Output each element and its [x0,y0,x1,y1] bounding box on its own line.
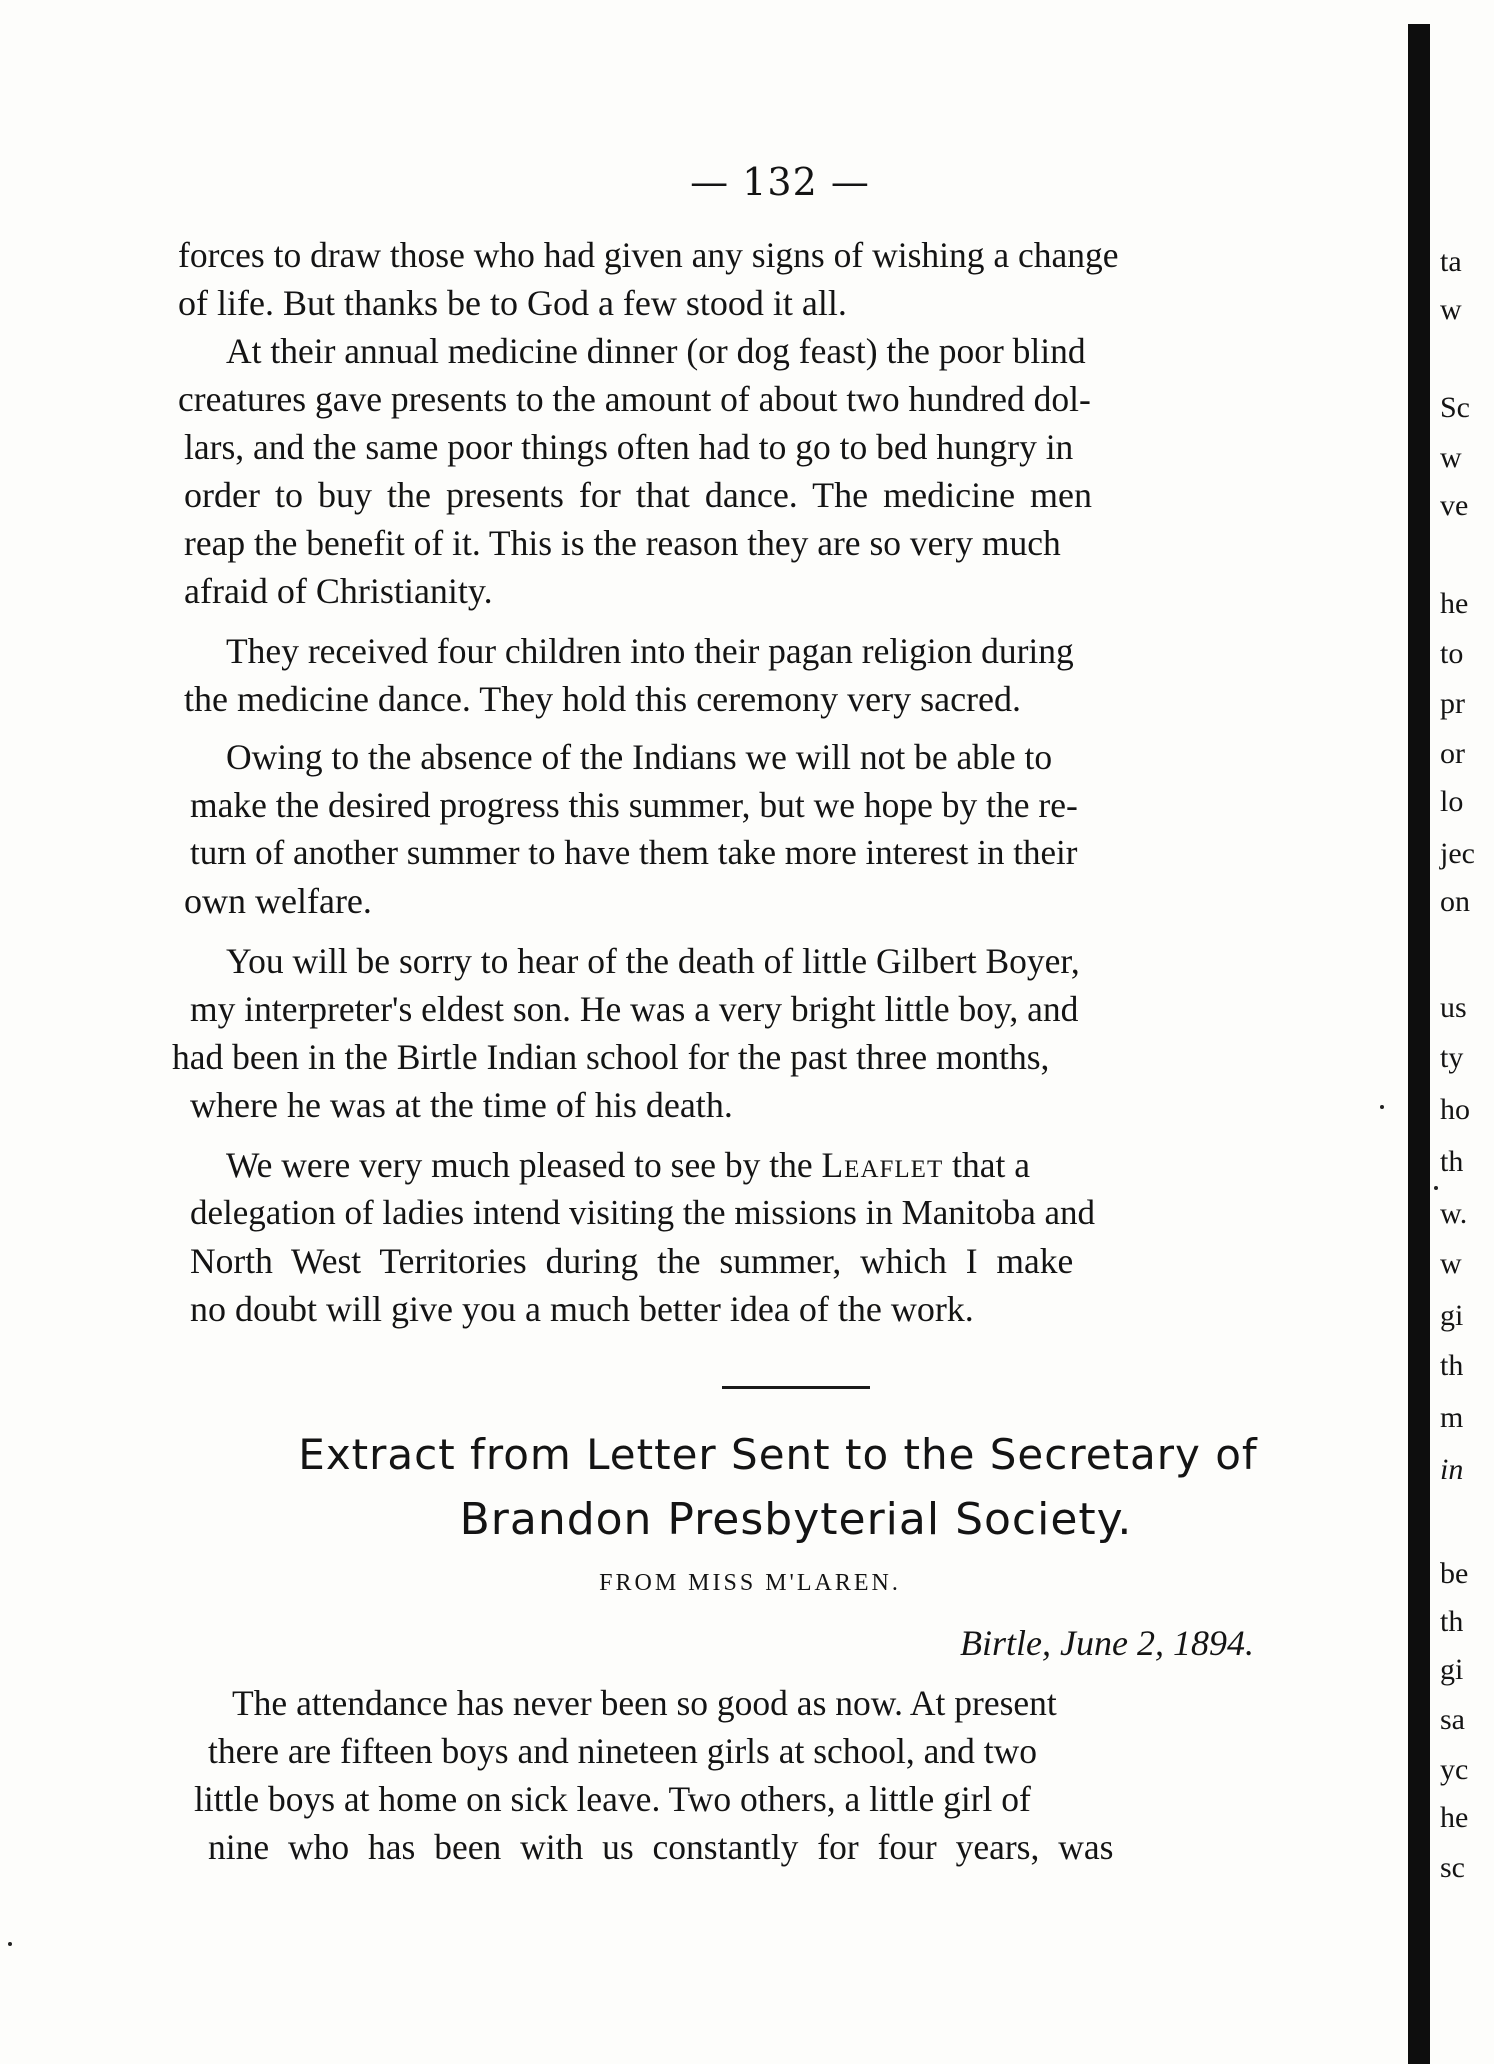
text-fragment: We were very much pleased to see by the [226,1145,813,1185]
margin-fragment: in [1440,1453,1464,1486]
text-line: no doubt will give you a much better idea of the work. [190,1289,974,1329]
page-number: — 132 — [690,160,870,204]
text-line: lars, and the same poor things often had to go to bed hungry in [184,427,1074,467]
margin-fragment: pr [1440,687,1465,720]
text-line: there are fifteen boys and nineteen girls at school, and two [208,1731,1038,1771]
text-line: order to buy the presents for that dance. The medicine men [184,475,1093,515]
text-line: make the desired progress this summer, but we hope by the re- [190,785,1078,825]
margin-fragment: th [1440,1145,1464,1178]
text-line: At their annual medicine dinner (or dog feast) the poor blind [226,331,1086,371]
section-divider [722,1386,870,1389]
margin-fragment: yc [1440,1753,1469,1786]
section-heading-line-2: Brandon Presbyterial Society. [459,1494,1133,1545]
margin-fragment: lo [1440,785,1464,818]
margin-fragment: jec [1440,837,1475,870]
margin-fragment: he [1440,1801,1469,1834]
text-line: where he was at the time of his death. [190,1085,733,1125]
margin-fragment: ta [1440,245,1462,278]
section-heading-line-1: Extract from Letter Sent to the Secretary of [298,1430,1258,1479]
margin-fragment: on [1440,885,1470,918]
text-line: The attendance has never been so good as now. At present [232,1683,1057,1723]
text-line: They received four children into their pagan religion during [226,631,1074,671]
text-line: the medicine dance. They hold this ceremony very sacred. [184,679,1022,719]
margin-fragment: w [1440,441,1462,474]
margin-fragment: sa [1440,1703,1465,1736]
text-line: own welfare. [184,881,372,921]
margin-fragment: th [1440,1349,1464,1382]
text-line: nine who has been with us constantly for four years, was [208,1827,1114,1867]
margin-fragment: m [1440,1401,1464,1434]
text-line: had been in the Birtle Indian school for the past three months, [172,1037,1050,1077]
margin-fragment: or [1440,737,1465,770]
text-line: of life. But thanks be to God a few stood it all. [178,283,847,323]
margin-fragment: gi [1440,1299,1464,1332]
margin-fragment: be [1440,1557,1469,1590]
text-fragment: that a [952,1145,1030,1185]
text-line: my interpreter's eldest son. He was a very bright little boy, and [190,989,1079,1029]
text-line [226,1142,1030,1188]
scan-speck [1380,1105,1384,1109]
text-line: creatures gave presents to the amount of about two hundred dol- [178,379,1091,419]
text-line: delegation of ladies intend visiting the missions in Manitoba and [190,1193,1096,1232]
scan-speck [1434,1186,1438,1190]
text-line: You will be sorry to hear of the death of little Gilbert Boyer, [226,941,1080,981]
margin-fragment: ty [1440,1041,1464,1074]
text-line: little boys at home on sick leave. Two others, a little girl of [194,1779,1031,1819]
margin-fragment: th [1440,1605,1464,1638]
text-line: reap the benefit of it. This is the reason they are so very much [184,523,1061,563]
author-line: FROM MISS M'LAREN. [599,1570,901,1596]
text-line: forces to draw those who had given any signs of wishing a change [178,235,1119,275]
text-line: turn of another summer to have them take more interest in their [190,833,1078,872]
margin-fragment: w [1440,293,1462,326]
margin-fragment: ve [1440,489,1469,522]
leaflet-title: Leaflet [821,1145,944,1185]
dateline: Birtle, June 2, 1894. [960,1623,1254,1663]
margin-fragment: us [1440,991,1467,1024]
scan-speck [8,1942,12,1946]
margin-fragment: w [1440,1247,1462,1280]
margin-fragment: Sc [1440,391,1470,424]
margin-fragment: sc [1440,1851,1465,1884]
margin-fragment: to [1440,637,1464,670]
text-line: afraid of Christianity. [184,571,493,611]
text-line: Owing to the absence of the Indians we will not be able to [226,737,1053,777]
margin-fragment: he [1440,587,1469,620]
binding-gutter [1408,24,1430,2064]
margin-fragment: w. [1440,1197,1468,1230]
margin-fragment: ho [1440,1093,1470,1126]
margin-fragment: gi [1440,1653,1464,1686]
text-line: North West Territories during the summer, which I make [190,1241,1074,1281]
